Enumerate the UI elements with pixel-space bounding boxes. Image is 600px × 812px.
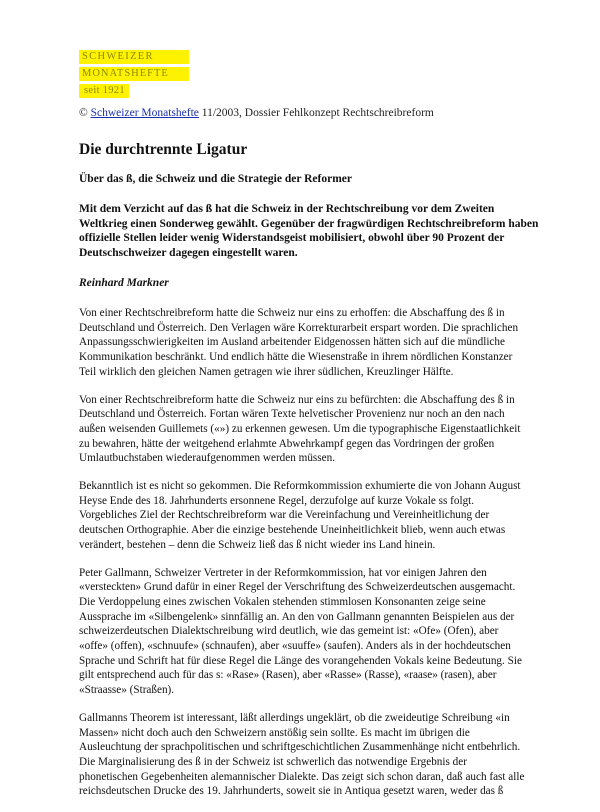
- source-line: [79, 106, 539, 120]
- text-line: Von einer Rechtschreibreform hatte die Schweiz nur eins zu befürchten: die Abschaffung des ß in: [79, 393, 515, 406]
- article-page: [79, 50, 539, 812]
- text-line: deutschen Orthographie. Aber die einzige bestehende Uneinheitlichkeit blieb, wenn auch etwas: [79, 524, 506, 537]
- text-line: Die Verdoppelung eines zwischen Vokalen stehenden stimmlosen Konsonanten zeige seine: [79, 595, 486, 608]
- lead-line: Weltkrieg einen Sonderweg gewählt. Gegenüber der fragwürdigen Rechtschreibreform haben: [79, 217, 539, 230]
- text-line: Heyse Ende des 18. Jahrhunderts ersonnene Regel, derzufolge auf kurze Vokale ss folgt.: [79, 494, 475, 507]
- text-line: zu bewahren, hätte der weitgehend erlahmte Abwehrkampf gegen das Vordringen der großen: [79, 437, 495, 450]
- text-line: Deutschland und Österreich. Den Verlagen wäre Korrekturarbeit erspart worden. Die sprachlichen: [79, 321, 519, 334]
- text-line: Anpassungsschwierigkeiten im Ausland arbeitender Eidgenossen hätten sich auf die mündliche: [79, 336, 505, 349]
- text-line: Gallmanns Theorem ist interessant, läßt allerdings ungeklärt, ob die zweideutige Schreibung «in: [79, 711, 510, 724]
- paragraph-3: [79, 479, 539, 553]
- article-author: Reinhard Markner: [79, 277, 169, 289]
- text-line: Von einer Rechtschreibreform hatte die Schweiz nur eins zu erhoffen: die Abschaffung des ß in: [79, 307, 505, 319]
- text-line: schweizerdeutschen Dialektschreibung wird deutlich, wie das gemeint ist: «Ofe» (Ofen), aber: [79, 625, 499, 638]
- text-line: verändert, bestehen – denn die Schweiz ließ das ß nicht wieder ins Land hinein.: [79, 538, 436, 551]
- magazine-link[interactable]: Schweizer Monatshefte: [90, 107, 199, 119]
- article-title: Die durchtrennte Ligatur: [79, 141, 248, 158]
- logo-line-2: MONATSHEFTE: [79, 67, 189, 81]
- text-line: gilt entsprechend auch für das s: «Rase» (Rasen), aber «Rasse» (Rasse), «raase» (rasen), aber: [79, 669, 497, 682]
- text-line: Die Marginalisierung des ß in der Schweiz ist schwerlich das notwendige Ergebnis der: [79, 755, 467, 768]
- text-line: Sprache und Schrift hat für diese Regel die Länge des vorangehenden Vokals keine Bedeutung. Sie: [79, 654, 522, 667]
- paragraph-2: [79, 393, 539, 467]
- paragraph-4: [79, 566, 539, 698]
- paragraph-1: [79, 306, 539, 380]
- lead-line: Mit dem Verzicht auf das ß hat die Schweiz in der Rechtschreibung vor dem Zweiten: [79, 203, 495, 215]
- text-line: Massen» nicht doch auch den Schweizern anstößig sein sollte. Es macht im übrigen die: [79, 726, 470, 739]
- text-line: Teil wirklich den gleichen Namen getragen wie ihrer südlichen, Kreuzlinger Hälfte.: [79, 365, 454, 378]
- text-line: Deutschland und Österreich. Fortan wären Texte helvetischer Provenienz nur noch an den nach: [79, 408, 505, 421]
- text-line: Ausleuchtung der sprachpolitischen und schriftgeschichtlichen Zusammenhänge nicht entbehrlich.: [79, 741, 521, 754]
- lead-line: Deutschschweizer dagegen eingestellt waren.: [79, 246, 298, 259]
- paragraph-5: [79, 711, 539, 799]
- text-line: «versteckten» Grund dafür in einer Regel der Verschriftung des Schweizerdeutschen ausgemacht.: [79, 581, 516, 594]
- article-lead: [79, 202, 539, 260]
- text-line: «Straasse» (Straßen).: [79, 684, 175, 697]
- text-line: Bekanntlich ist es nicht so gekommen. Die Reformkommission exhumierte die von Johann August: [79, 480, 521, 493]
- text-line: Kommunikation beschränkt. Und endlich hätte die Wiesenstraße in ihrem nördlichen Konstanzer: [79, 351, 513, 364]
- issue-info: 11/2003, Dossier Fehlkonzept Rechtschreibreform: [201, 107, 434, 119]
- text-line: Aussprache im «Silbengelenk» sinnfällig an. An den von Gallmann genannten Beispielen aus der: [79, 610, 515, 623]
- text-line: außen weisenden Guillemets («») zu erkennen gewesen. Um die typographische Eigenstaatlichkeit: [79, 422, 521, 435]
- logo-line-1: SCHWEIZER: [79, 50, 189, 64]
- text-line: «offe» (offen), «schnuufe» (schnaufen), aber «suuffe» (saufen). Anders als in der hochdeutschen: [79, 640, 511, 653]
- copyright-symbol: ©: [79, 107, 88, 119]
- text-line: Vorgebliches Ziel der Rechtschreibreform war die Vereinfachung und Vereinheitlichung der: [79, 509, 490, 522]
- text-line: Umlautbuchstaben wiederaufgenommen werden müssen.: [79, 452, 335, 465]
- text-line: Peter Gallmann, Schweizer Vertreter in der Reformkommission, hat vor einigen Jahren den: [79, 566, 487, 579]
- logo-line-3: seit 1921: [79, 84, 129, 98]
- text-line: reichsdeutschen Drucke des 19. Jahrhunderts, soweit sie in Antiqua gesetzt waren, weder das ß: [79, 785, 504, 798]
- text-line: phonetischen Gegebenheiten alemannischer Dialekte. Das zeigt sich schon daran, daß auch fast alle: [79, 770, 525, 783]
- lead-line: offizielle Stellen leider wenig Widerstandsgeist mobilisiert, obwohl über 90 Prozent der: [79, 232, 505, 244]
- magazine-logo: [79, 50, 189, 98]
- article-subtitle: Über das ß, die Schweiz und die Strategie der Reformer: [79, 173, 352, 185]
